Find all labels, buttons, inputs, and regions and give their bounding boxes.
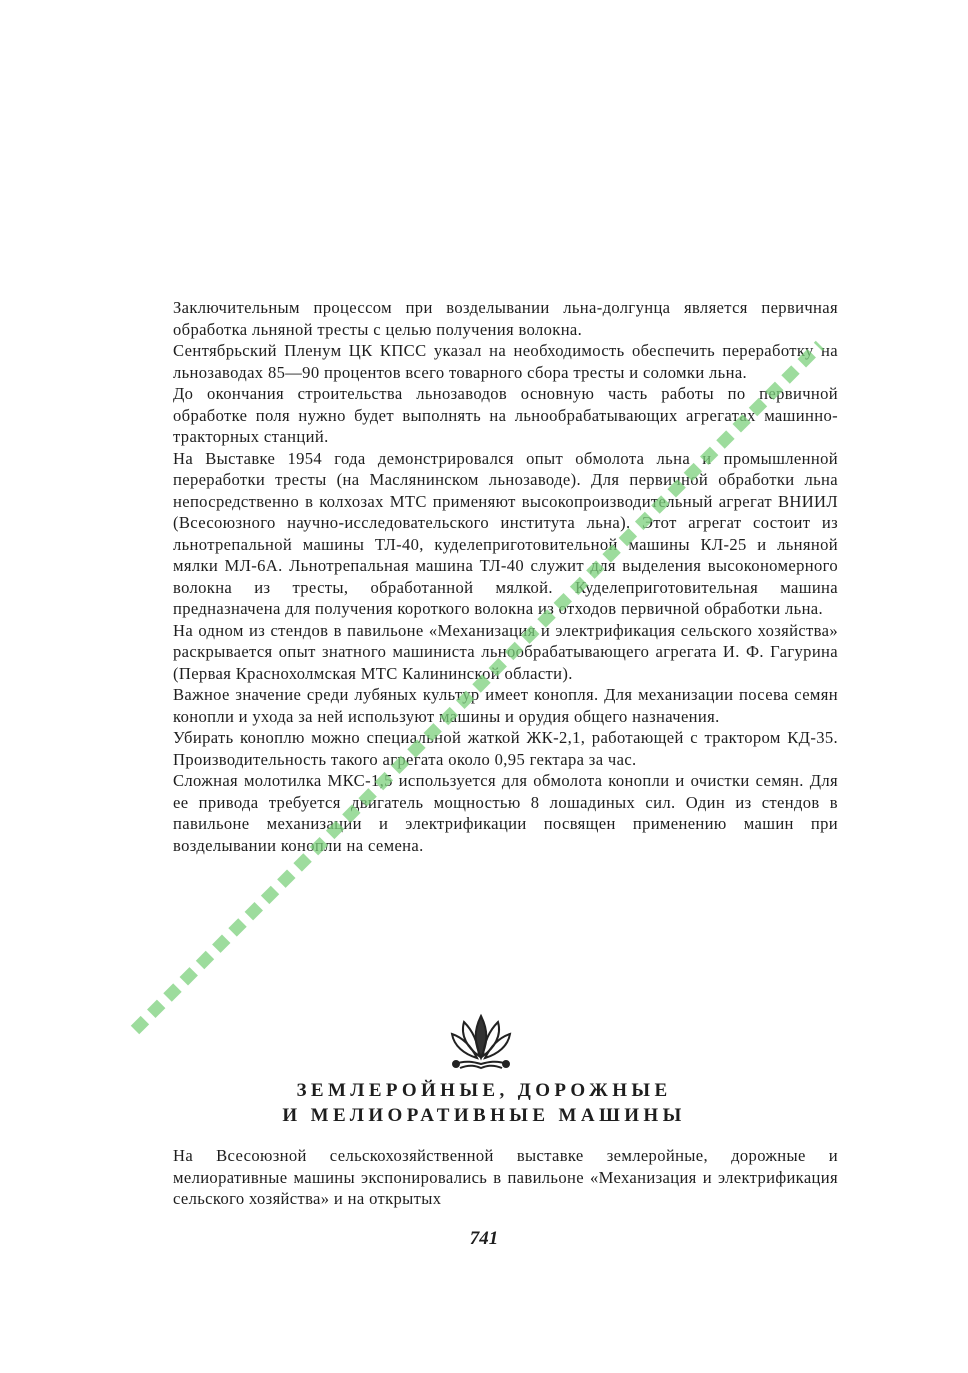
heading-line-2: И МЕЛИОРАТИВНЫЕ МАШИНЫ bbox=[282, 1105, 686, 1126]
body-text-section-1 bbox=[173, 297, 838, 856]
paragraph: Заключительным процессом при возделывании льна-долгунца является первичная обработка льняной тресты с целью получения волокна. bbox=[173, 298, 838, 339]
section-heading bbox=[200, 1078, 768, 1128]
floral-ornament-icon bbox=[446, 1006, 516, 1072]
paragraph: Важное значение среди лубяных культур имеет конопля. Для механизации посева семян конопли и ухода за ней используют машины и орудия общего назначения. bbox=[173, 685, 838, 726]
paragraph: До окончания строительства льнозаводов основную часть работы по первичной обработке поля нужно будет выполнять на льнообрабатывающих агрегатах машинно-тракторных станций. bbox=[173, 384, 838, 446]
paragraph: Сентябрьский Пленум ЦК КПСС указал на необходимость обеспечить переработку на льнозаводах 85—90 процентов всего товарного сбора тресты и соломки льна. bbox=[173, 341, 838, 382]
paragraph: Сложная молотилка МКС-1,5 используется для обмолота конопли и очистки семян. Для ее привода требуется двигатель мощностью 8 лошадиных сил. Один из стендов в павильоне механизации и электрификации посвящен применению машин при возделывании конопли на семена. bbox=[173, 771, 838, 855]
heading-line-1: ЗЕМЛЕРОЙНЫЕ, ДОРОЖНЫЕ bbox=[296, 1080, 672, 1101]
page-number: 741 bbox=[469, 1228, 499, 1249]
paragraph: На Всесоюзной сельскохозяйственной выставке землеройные, дорожные и мелиоративные машины экспонировались в павильоне «Механизация и электрификация сельского хозяйства» и на открытых bbox=[173, 1146, 838, 1208]
paragraph: Убирать коноплю можно специальной жаткой ЖК-2,1, работающей с трактором КД-35. Производительность такого агрегата около 0,95 гектара за час. bbox=[173, 728, 838, 769]
paragraph: На одном из стендов в павильоне «Механизация и электрификация сельского хозяйства» раскрывается опыт знатного машиниста льнообрабатывающего агрегата И. Ф. Гагурина (Первая Краснохолмская МТС Калининской области). bbox=[173, 620, 838, 683]
paragraph: На Выставке 1954 года демонстрировался опыт обмолота льна и промышленной переработки тресты (на Маслянинском льнозаводе). Для первичной обработки льна непосредственно в колхозах МТС применяют высокопроизводительный агрегат ВНИИЛ (Всесоюзного научно-исследовательского института льна). Этот агрегат состоит из льнотрепальной машины ТЛ-40, куделеприготовительной машины КЛ-25 и льняной мялки МЛ-6А. Льнотрепальная машина ТЛ-40 служит для выделения высокономерного волокна из тресты, обработанной мялкой. Куделеприготовительная машина предназначена для получения короткого волокна из отходов первичной обработки льна. bbox=[173, 448, 838, 618]
body-text-section-2 bbox=[173, 1145, 838, 1210]
